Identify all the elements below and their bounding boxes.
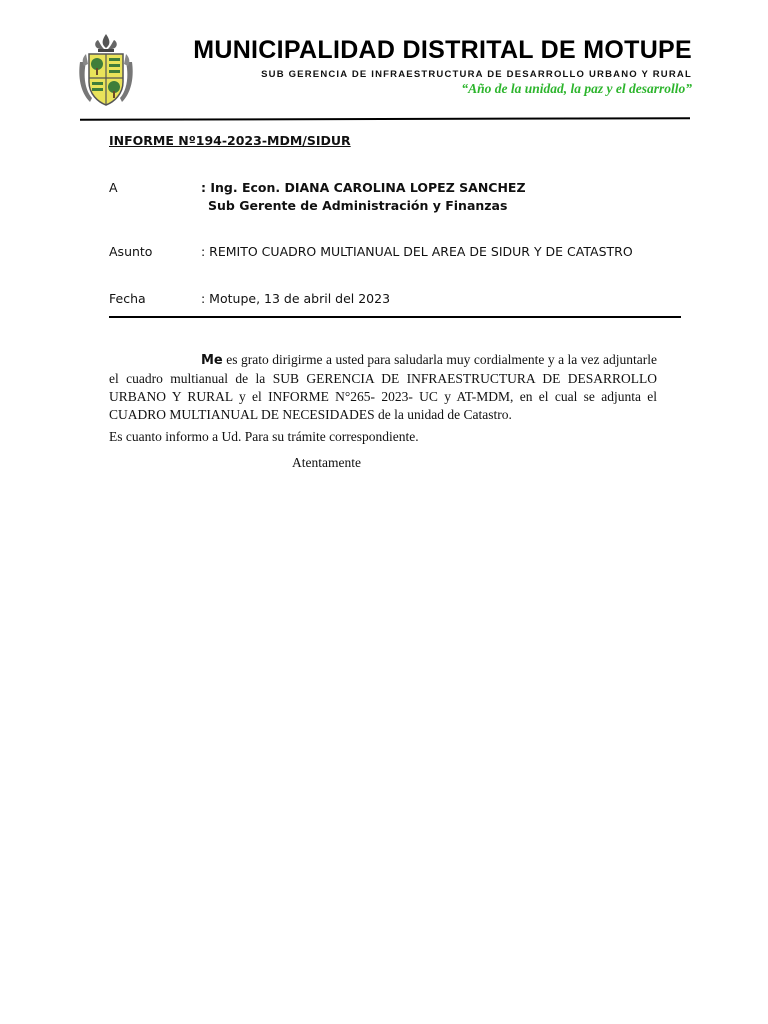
report-number: INFORME Nº194-2023-MDM/SIDUR — [109, 133, 351, 148]
subject-value: : REMITO CUADRO MULTIANUAL DEL AREA DE SIDUR Y DE CATASTRO — [201, 244, 633, 259]
body-paragraph — [109, 351, 657, 424]
to-value: : Ing. Econ. DIANA CAROLINA LOPEZ SANCHEZ — [201, 180, 526, 195]
meta-divider — [109, 316, 681, 318]
department-subtitle: SUB GERENCIA DE INFRAESTRUCTURA DE DESARROLLO URBANO Y RURAL — [261, 69, 692, 80]
municipal-coat-of-arms-icon — [76, 32, 136, 108]
subject-label: Asunto — [109, 244, 153, 259]
to-label: A — [109, 180, 118, 195]
header-divider — [80, 117, 690, 121]
date-label: Fecha — [109, 291, 146, 306]
municipality-title: MUNICIPALIDAD DISTRITAL DE MOTUPE — [193, 36, 692, 64]
closing-sentence: Es cuanto informo a Ud. Para su trámite correspondiente. — [109, 429, 419, 444]
body-lead-word: Me — [201, 353, 223, 368]
to-role: Sub Gerente de Administración y Finanzas — [208, 198, 508, 213]
sign-off: Atentamente — [292, 455, 361, 470]
year-motto: “Año de la unidad, la paz y el desarrollo” — [461, 81, 692, 96]
body-text: es grato dirigirme a usted para saludarla muy cordialmente y a la vez adjuntarle el cuadro multianual de la SUB GERENCIA DE INFRAESTRUCTURA DE DESARROLLO URBANO Y RURAL y el INFORME N°265- 2023- UC y AT-MDM, en el cual se adjunta el CUADRO MULTIANUAL DE NECESIDADES de la unidad de Catastro. — [109, 352, 657, 422]
date-value: : Motupe, 13 de abril del 2023 — [201, 291, 391, 306]
